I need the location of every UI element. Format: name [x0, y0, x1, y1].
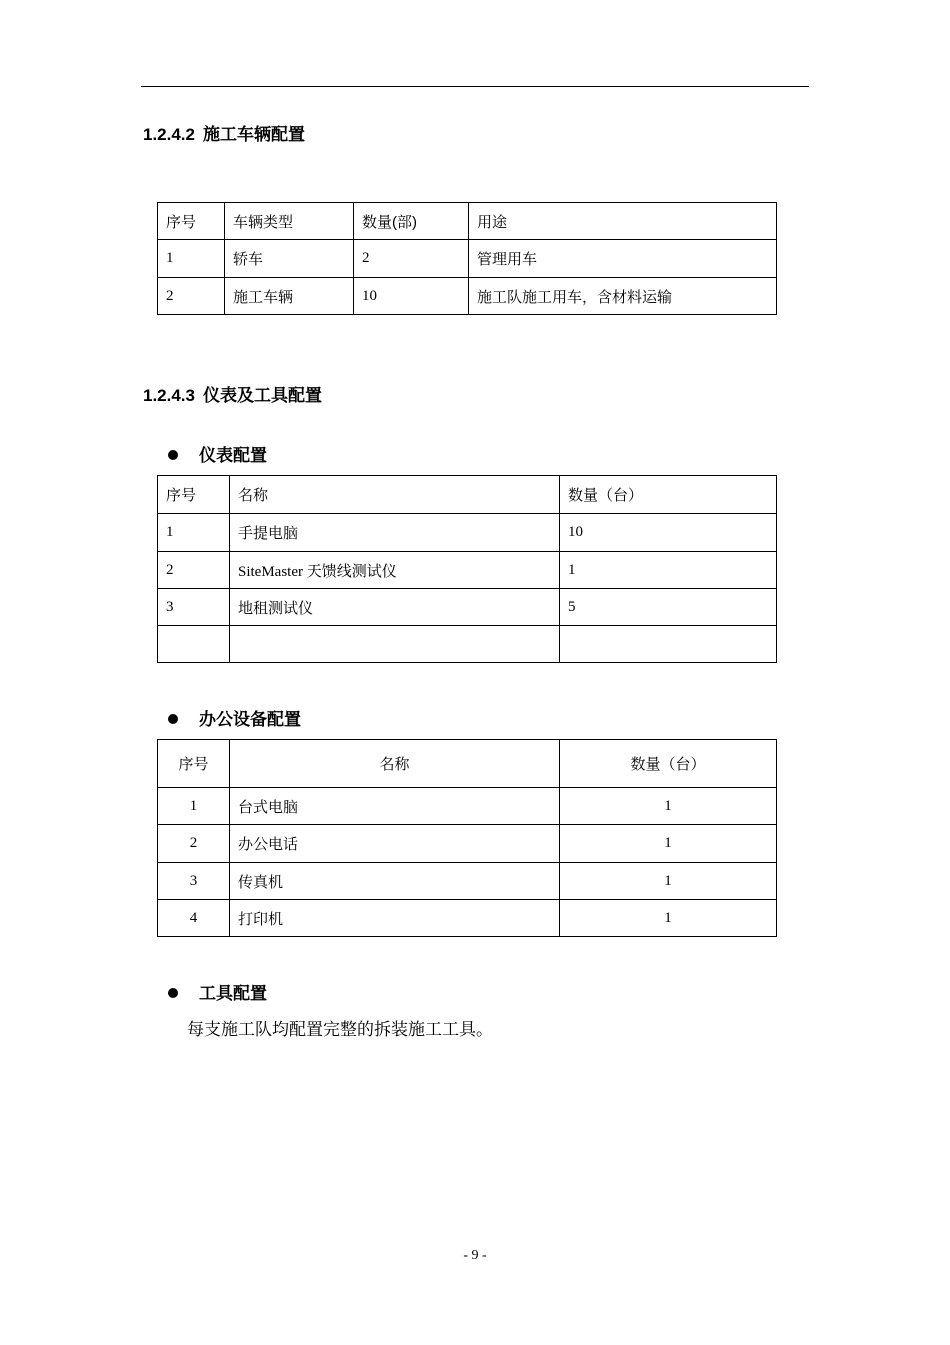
table-cell: 管理用车 [469, 240, 777, 278]
table-cell: 1 [560, 900, 777, 937]
header-cell: 数量(部) [354, 203, 469, 240]
table-cell: 1 [560, 552, 777, 589]
meter-table [157, 475, 777, 663]
table-cell: 5 [560, 589, 777, 626]
table-row [158, 514, 777, 552]
table-row [158, 552, 777, 589]
table-row [158, 240, 777, 278]
table-header-row [158, 740, 777, 788]
bullet-label: 办公设备配置 [199, 710, 301, 729]
table-cell: 1 [560, 863, 777, 900]
table-cell: SiteMaster 天馈线测试仪 [230, 552, 560, 589]
table-cell: 手提电脑 [230, 514, 560, 552]
table-cell: 1 [560, 825, 777, 863]
header-rule [141, 86, 809, 87]
bullet-dot-icon [168, 450, 178, 460]
table-header-row [158, 476, 777, 514]
header-cell: 序号 [158, 740, 230, 788]
header-cell: 序号 [158, 203, 225, 240]
table-cell: 3 [158, 589, 230, 626]
table-row [158, 589, 777, 626]
bullet-dot-icon [168, 714, 178, 724]
section-heading-vehicles [143, 125, 305, 145]
table-cell: 传真机 [230, 863, 560, 900]
table-cell [560, 626, 777, 663]
table-cell: 4 [158, 900, 230, 937]
table-cell: 10 [560, 514, 777, 552]
table-cell: 1 [158, 514, 230, 552]
bullet-dot-icon [168, 988, 178, 998]
table-cell: 施工队施工用车，含材料运输 [469, 278, 777, 315]
table-row [158, 825, 777, 863]
header-cell: 名称 [230, 740, 560, 788]
table-cell: 施工车辆 [225, 278, 354, 315]
table-header-row [158, 203, 777, 240]
bullet-tool-config [168, 984, 267, 1004]
header-cell: 名称 [230, 476, 560, 514]
table-cell: 2 [354, 240, 469, 278]
header-cell: 数量（台） [560, 476, 777, 514]
table-cell: 1 [158, 240, 225, 278]
table-cell: 2 [158, 552, 230, 589]
table-row [158, 278, 777, 315]
header-cell: 车辆类型 [225, 203, 354, 240]
tool-config-text: 每支施工队均配置完整的拆装施工工具。 [187, 1020, 493, 1039]
header-cell: 用途 [469, 203, 777, 240]
table-row [158, 863, 777, 900]
table-cell: 地租测试仪 [230, 589, 560, 626]
table-row [158, 900, 777, 937]
header-cell: 序号 [158, 476, 230, 514]
table-row [158, 626, 777, 663]
table-cell: 1 [158, 788, 230, 825]
table-cell: 轿车 [225, 240, 354, 278]
bullet-office-config [168, 710, 301, 730]
section-number: 1.2.4.2 [143, 125, 195, 144]
table-cell: 2 [158, 825, 230, 863]
section-number: 1.2.4.3 [143, 386, 195, 405]
page-number: - 9 - [463, 1248, 487, 1263]
bullet-label: 工具配置 [199, 984, 267, 1003]
table-cell: 打印机 [230, 900, 560, 937]
table-cell [158, 626, 230, 663]
table-cell: 3 [158, 863, 230, 900]
bullet-label: 仪表配置 [199, 446, 267, 465]
section-title: 施工车辆配置 [203, 125, 305, 144]
section-heading-instruments [143, 386, 322, 406]
table-cell: 10 [354, 278, 469, 315]
table-row [158, 788, 777, 825]
table-cell [230, 626, 560, 663]
table-cell: 台式电脑 [230, 788, 560, 825]
office-table [157, 739, 777, 937]
bullet-meter-config [168, 446, 267, 466]
section-title: 仪表及工具配置 [203, 386, 322, 405]
table-cell: 2 [158, 278, 225, 315]
header-cell: 数量（台） [560, 740, 777, 788]
table-cell: 办公电话 [230, 825, 560, 863]
table-cell: 1 [560, 788, 777, 825]
vehicle-table [157, 202, 777, 315]
